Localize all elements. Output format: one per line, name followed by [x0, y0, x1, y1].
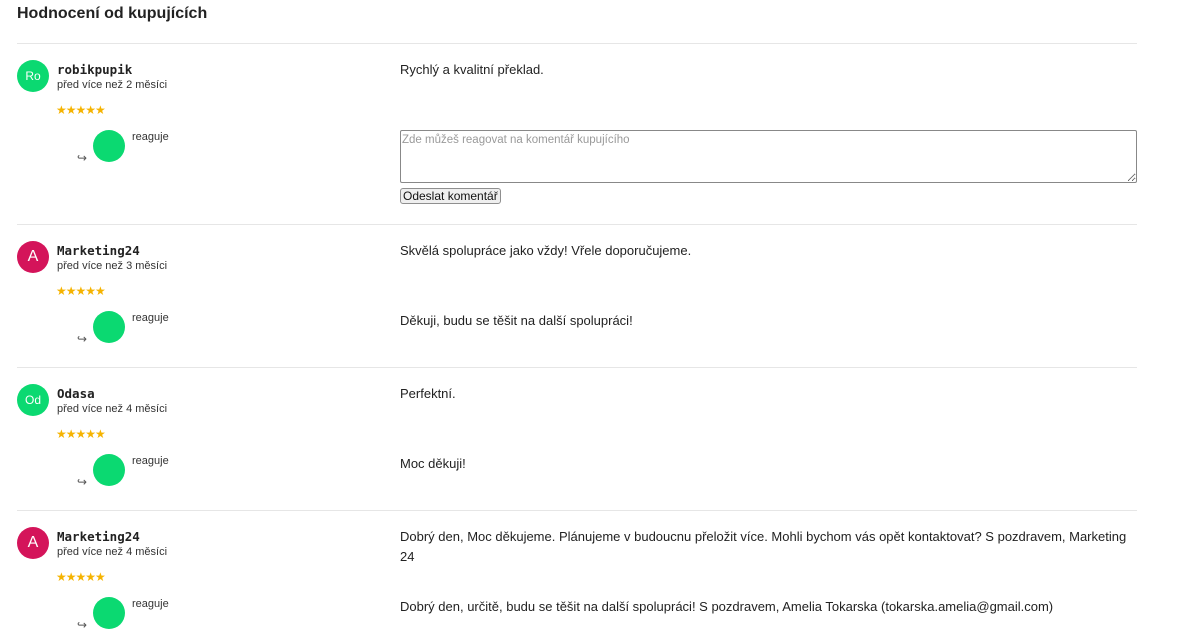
- reply-label: reaguje: [132, 598, 169, 610]
- avatar: [17, 384, 49, 416]
- reply-label: reaguje: [132, 455, 169, 467]
- seller-reply-text: Dobrý den, určitě, budu se těšit na další spolupráci! S pozdravem, Amelia Tokarska (tokarska.amelia@gmail.com): [400, 599, 1054, 614]
- avatar: [17, 60, 49, 92]
- reply-arrow-icon: ↪: [77, 475, 88, 489]
- seller-avatar: [93, 130, 125, 162]
- reviewer-name[interactable]: robikpupik: [57, 62, 133, 77]
- seller-reply-text: Děkuji, budu se těšit na další spolupráci!: [400, 313, 633, 328]
- review-date: před více než 3 měsíci: [57, 260, 168, 272]
- review-comment: Skvělá spolupráce jako vždy! Vřele doporučujeme.: [400, 243, 692, 258]
- divider: [17, 224, 1137, 225]
- divider: [17, 510, 1137, 511]
- review-date: před více než 4 měsíci: [57, 546, 168, 558]
- reply-arrow-icon: ↪: [77, 151, 88, 165]
- avatar: [17, 527, 49, 559]
- avatar: [17, 241, 49, 273]
- avatar-initials: A: [27, 248, 39, 265]
- reply-arrow-icon: ↪: [77, 618, 88, 632]
- star-rating: ★★★★★: [56, 570, 105, 584]
- avatar-initials: Ro: [25, 69, 41, 83]
- section-title: Hodnocení od kupujících: [17, 5, 208, 22]
- star-rating: ★★★★★: [56, 103, 105, 117]
- reply-label: reaguje: [132, 131, 169, 143]
- send-comment-button[interactable]: Odeslat komentář: [400, 188, 501, 204]
- avatar-initials: Od: [24, 393, 41, 407]
- review-date: před více než 2 měsíci: [57, 79, 168, 91]
- reply-textarea[interactable]: [400, 130, 1137, 183]
- seller-avatar: [93, 597, 125, 629]
- star-rating: ★★★★★: [56, 284, 105, 298]
- reviewer-name[interactable]: Marketing24: [57, 243, 140, 258]
- avatar-initials: A: [27, 534, 39, 551]
- reviewer-name[interactable]: Odasa: [57, 386, 95, 401]
- review-comment: Perfektní.: [400, 386, 456, 401]
- star-rating: ★★★★★: [56, 427, 105, 441]
- review-comment: Rychlý a kvalitní překlad.: [400, 62, 544, 77]
- divider: [17, 367, 1137, 368]
- review-date: před více než 4 měsíci: [57, 403, 168, 415]
- reviewer-name[interactable]: Marketing24: [57, 529, 140, 544]
- review-comment: Dobrý den, Moc děkujeme. Plánujeme v budoucnu přeložit více. Mohli bychom vás opět kontaktovat? S pozdravem, Marketing 24: [400, 529, 1127, 564]
- seller-reply-text: Moc děkuji!: [400, 456, 466, 471]
- seller-avatar: [93, 311, 125, 343]
- reply-arrow-icon: ↪: [77, 332, 88, 346]
- reply-label: reaguje: [132, 312, 169, 324]
- divider: [17, 43, 1137, 44]
- seller-avatar: [93, 454, 125, 486]
